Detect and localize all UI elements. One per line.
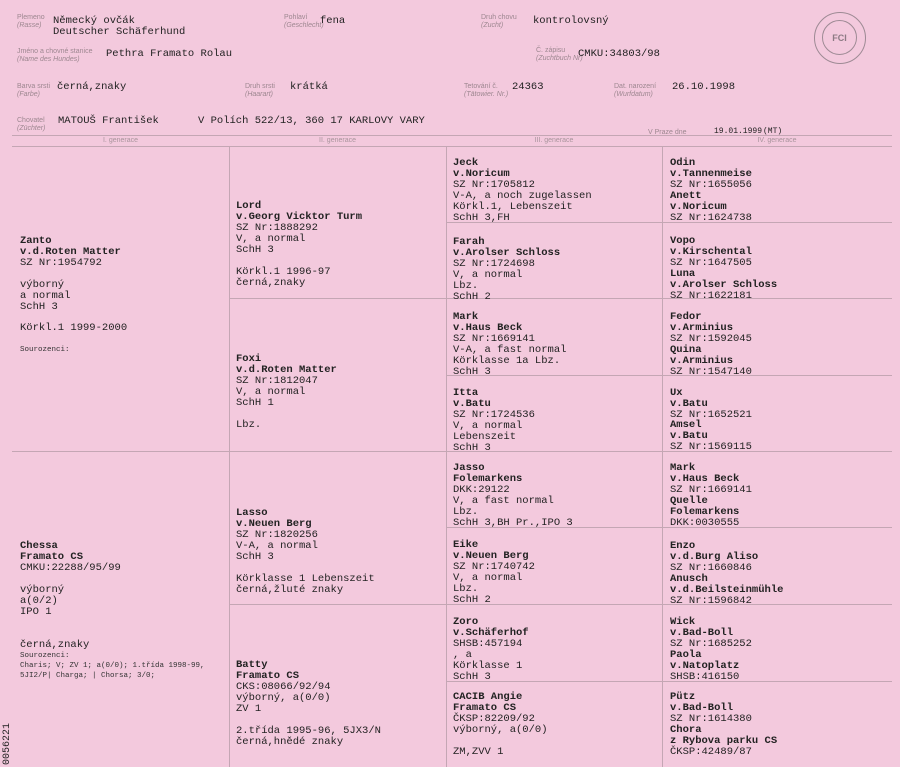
gen4-ancestor-line: v.Kirschental xyxy=(670,246,752,258)
gen2-ancestor-line: Lasso xyxy=(236,507,268,519)
gen4-ancestor-line: SZ Nr:1547140 xyxy=(670,366,752,378)
gen2-ancestor-line: Körkl.1 1996-97 xyxy=(236,266,331,278)
gen2-ancestor-line: v.Neuen Berg xyxy=(236,518,312,530)
gen4-ancestor-line: v.Batu xyxy=(670,430,708,442)
col-divider-3 xyxy=(662,146,663,767)
gen4-ancestor-line: z Rybova parku CS xyxy=(670,735,778,747)
gen2-ancestor-line: v.d.Roten Matter xyxy=(236,364,337,376)
sire-hd: a normal xyxy=(20,290,71,302)
gen3-ancestor-line: Mark xyxy=(453,311,479,323)
gen3-ancestor-line: v.Schäferhof xyxy=(453,627,529,639)
gen3-ancestor-line: Lbz. xyxy=(453,506,479,518)
dam-siblings-1: Charis; V; ZV 1; a(0/0); 1.třída 1998-99, xyxy=(20,662,205,670)
gen4-ancestor-line: SZ Nr:1596842 xyxy=(670,595,752,607)
sire-extra: Körkl.1 1999-2000 xyxy=(20,322,128,334)
gen2-ancestor-line: SchH 3 xyxy=(236,551,274,563)
gen4-ancestor-line: v.d.Beilsteinmühle xyxy=(670,584,784,596)
dam-work: IPO 1 xyxy=(20,606,52,618)
serial-number xyxy=(2,705,16,765)
gen4-ancestor-line: Mark xyxy=(670,462,696,474)
gen2-ancestor-line: Lord xyxy=(236,200,262,212)
gen3-ancestor-line: ČKSP:82209/92 xyxy=(453,713,535,725)
gen3-ancestor-line: SHSB:457194 xyxy=(453,638,523,650)
gen4-ancestor-line: v.Tannenmeise xyxy=(670,168,752,180)
gen4-ancestor-line: Folemarkens xyxy=(670,506,740,518)
gen2-ancestor-line: 2.třída 1995-96, 5JX3/N xyxy=(236,725,381,737)
gen3-ancestor-line: SchH 3,FH xyxy=(453,212,510,224)
gen3-ancestor-line: Lbz. xyxy=(453,583,479,595)
gen2-ancestor-line: černá,hnědé znaky xyxy=(236,736,344,748)
gen3-divider-2 xyxy=(446,375,892,376)
gen4-ancestor-line: SZ Nr:1655056 xyxy=(670,179,752,191)
gen3-ancestor-line: Körklasse 1 xyxy=(453,660,523,672)
gen4-ancestor-line: Anett xyxy=(670,190,702,202)
gen2-ancestor-line: Framato CS xyxy=(236,670,300,682)
gen3-ancestor-line: v.Arolser Schloss xyxy=(453,247,561,259)
dam-reg: CMKU:22288/95/99 xyxy=(20,562,121,574)
gen2-ancestor-line: V, a normal xyxy=(236,386,306,398)
breeder-label: Chovatel (Züchter) xyxy=(17,117,46,132)
gen4-ancestor-line: Ux xyxy=(670,387,683,399)
gen3-ancestor-line: SchH 3 xyxy=(453,366,491,378)
gen2-ancestor-line: CKS:08066/92/94 xyxy=(236,681,331,693)
gen3-ancestor-line: V-A, a noch zugelassen xyxy=(453,190,592,202)
gen3-ancestor-line: SZ Nr:1740742 xyxy=(453,561,535,573)
breed-label: Plemeno (Rasse) xyxy=(17,14,45,29)
gen3-ancestor-line: ZM,ZVV 1 xyxy=(453,746,504,758)
dam-siblings-label: Sourozenci: xyxy=(20,652,70,660)
gen-header-1: I. generace xyxy=(102,137,139,144)
gen3-ancestor-line: Eike xyxy=(453,539,479,551)
gen4-ancestor-line: SZ Nr:1622181 xyxy=(670,290,752,302)
gen4-ancestor-line: SHSB:416150 xyxy=(670,671,740,683)
sire-kennel: v.d.Roten Matter xyxy=(20,246,121,258)
color-label: Barva srsti (Farbe) xyxy=(17,83,51,98)
gen3-ancestor-line: V, a normal xyxy=(453,572,523,584)
gen4-ancestor-line: Luna xyxy=(670,268,696,280)
dam-name: Chessa xyxy=(20,540,58,552)
half-divider-line xyxy=(12,451,892,452)
gen4-ancestor-line: SZ Nr:1624738 xyxy=(670,212,752,224)
gen4-ancestor-line: SZ Nr:1647505 xyxy=(670,257,752,269)
gen3-ancestor-line: v.Noricum xyxy=(453,168,510,180)
gen4-ancestor-line: v.Arolser Schloss xyxy=(670,279,778,291)
breed-de: Deutscher Schäferhund xyxy=(53,26,186,38)
gen4-ancestor-line: SZ Nr:1592045 xyxy=(670,333,752,345)
gen2-ancestor-line: černá,znaky xyxy=(236,277,306,289)
dam-color: černá,znaky xyxy=(20,639,90,651)
gen3-ancestor-line: v.Batu xyxy=(453,398,491,410)
gen3-ancestor-line: SZ Nr:1724536 xyxy=(453,409,535,421)
gen4-ancestor-line: Paola xyxy=(670,649,702,661)
gen3-ancestor-line: Jasso xyxy=(453,462,485,474)
gen3-ancestor-line: v.Neuen Berg xyxy=(453,550,529,562)
gen2-ancestor-line: v.Georg Vicktor Turm xyxy=(236,211,363,223)
gen-header-3: III. generace xyxy=(534,137,574,144)
gen4-ancestor-line: Vopo xyxy=(670,235,696,247)
gen4-ancestor-line: v.Arminius xyxy=(670,355,734,367)
gen4-ancestor-line: v.Noricum xyxy=(670,201,727,213)
gen4-ancestor-line: Pütz xyxy=(670,691,696,703)
gen4-ancestor-line: v.Batu xyxy=(670,398,708,410)
reg-number: CMKU:34803/98 xyxy=(578,48,660,60)
gen4-ancestor-line: Quelle xyxy=(670,495,708,507)
gen3-ancestor-line: V, a fast normal xyxy=(453,495,554,507)
gen2-ancestor-line: Körklasse 1 Lebenszeit xyxy=(236,573,375,585)
gen4-ancestor-line: Anusch xyxy=(670,573,708,585)
gen2-ancestor-line: SchH 3 xyxy=(236,244,274,256)
gen4-ancestor-line: SZ Nr:1652521 xyxy=(670,409,752,421)
fci-seal-text: FCI xyxy=(822,20,857,55)
gen2-ancestor-line: Lbz. xyxy=(236,419,262,431)
coat-label: Druh srsti (Haarart) xyxy=(245,83,275,98)
gen2-divider-1 xyxy=(229,298,892,299)
gen3-divider-4 xyxy=(446,681,892,682)
gen2-ancestor-line: V-A, a normal xyxy=(236,540,318,552)
gen3-ancestor-line: SZ Nr:1724698 xyxy=(453,258,535,270)
gen3-ancestor-line: V, a normal xyxy=(453,269,523,281)
breeder-name: MATOUŠ František xyxy=(58,115,159,127)
issued-label: V Praze dne xyxy=(648,129,687,136)
color-value: černá,znaky xyxy=(57,81,127,93)
gen4-ancestor-line: v.Bad-Boll xyxy=(670,627,734,639)
gen3-ancestor-line: SchH 3 xyxy=(453,442,491,454)
gen4-ancestor-line: Enzo xyxy=(670,540,696,552)
tattoo-label: Tetování č. (Tätowier. Nr.) xyxy=(464,83,509,98)
gen4-ancestor-line: Amsel xyxy=(670,419,702,431)
reg-label: Č. zápisu (Zuchtbuch Nr) xyxy=(536,47,583,62)
sire-name: Zanto xyxy=(20,235,52,247)
gen3-ancestor-line: Lebenszeit xyxy=(453,431,517,443)
gen4-ancestor-line: SZ Nr:1614380 xyxy=(670,713,752,725)
gen3-ancestor-line: V-A, a fast normal xyxy=(453,344,567,356)
gen3-ancestor-line: výborný, a(0/0) xyxy=(453,724,548,736)
sire-reg: SZ Nr:1954792 xyxy=(20,257,102,269)
breed-type-value: kontrolovsný xyxy=(533,15,609,27)
gen2-ancestor-line: SZ Nr:1888292 xyxy=(236,222,318,234)
gen3-ancestor-line: Körkl.1, Lebenszeit xyxy=(453,201,573,213)
name-label: Jméno a chovné stanice (Name des Hundes) xyxy=(17,48,93,63)
gen2-ancestor-line: černá,žluté znaky xyxy=(236,584,344,596)
gen3-ancestor-line: SZ Nr:1705812 xyxy=(453,179,535,191)
dog-name: Pethra Framato Rolau xyxy=(106,48,233,60)
gen2-divider-2 xyxy=(229,604,892,605)
gen3-ancestor-line: Itta xyxy=(453,387,479,399)
gen4-ancestor-line: Quina xyxy=(670,344,702,356)
gen3-ancestor-line: SZ Nr:1669141 xyxy=(453,333,535,345)
gen4-ancestor-line: v.d.Burg Aliso xyxy=(670,551,759,563)
breed-cs: Německý ovčák xyxy=(53,15,135,27)
gen4-ancestor-line: v.Bad-Boll xyxy=(670,702,734,714)
gen3-ancestor-line: SchH 2 xyxy=(453,594,491,606)
gen3-ancestor-line: Folemarkens xyxy=(453,473,523,485)
gen3-ancestor-line: Zoro xyxy=(453,616,479,628)
gen4-ancestor-line: SZ Nr:1669141 xyxy=(670,484,752,496)
gen3-divider-1 xyxy=(446,222,892,223)
gen3-ancestor-line: SchH 3,BH Pr.,IPO 3 xyxy=(453,517,573,529)
col-divider-1 xyxy=(229,146,230,767)
gen2-ancestor-line: SZ Nr:1812047 xyxy=(236,375,318,387)
dam-eval: výborný xyxy=(20,584,65,596)
gen3-ancestor-line: Farah xyxy=(453,236,485,248)
gen2-ancestor-line: SZ Nr:1820256 xyxy=(236,529,318,541)
gen3-ancestor-line: DKK:29122 xyxy=(453,484,510,496)
issued-date: 19.01.1999 xyxy=(714,127,763,136)
sire-work: SchH 3 xyxy=(20,301,58,313)
gen-header-4: IV. generace xyxy=(757,137,797,144)
gen3-ancestor-line: SchH 2 xyxy=(453,291,491,303)
dam-siblings-2: 5JI2/P| Charga; | Chorsa; 3/0; xyxy=(20,672,156,680)
dob-label: Dat. narození (Wurfdatum) xyxy=(614,83,657,98)
gen4-ancestor-line: v.Haus Beck xyxy=(670,473,740,485)
issued-code: (MT) xyxy=(763,127,783,136)
tattoo-value: 24363 xyxy=(512,81,544,93)
gen4-ancestor-line: SZ Nr:1660846 xyxy=(670,562,752,574)
gen4-ancestor-line: Chora xyxy=(670,724,702,736)
sex-label: Pohlaví (Geschlecht) xyxy=(284,14,324,29)
gen4-ancestor-line: SZ Nr:1685252 xyxy=(670,638,752,650)
serial-number-text: 0056221 xyxy=(2,722,13,765)
gen4-ancestor-line: DKK:0030555 xyxy=(670,517,740,529)
gen2-ancestor-line: SchH 1 xyxy=(236,397,274,409)
sire-eval: výborný xyxy=(20,279,65,291)
dam-kennel: Framato CS xyxy=(20,551,84,563)
col-divider-2 xyxy=(446,146,447,767)
sire-siblings-label: Sourozenci: xyxy=(20,346,70,354)
gen2-ancestor-line: Foxi xyxy=(236,353,262,365)
gen-header-line xyxy=(12,146,892,147)
gen3-ancestor-line: SchH 3 xyxy=(453,671,491,683)
gen-header-2: II. generace xyxy=(319,137,356,144)
gen4-ancestor-line: Fedor xyxy=(670,311,702,323)
gen4-ancestor-line: ČKSP:42489/87 xyxy=(670,746,752,758)
gen3-ancestor-line: Körklasse 1a Lbz. xyxy=(453,355,561,367)
gen3-ancestor-line: V, a normal xyxy=(453,420,523,432)
breed-type-label: Druh chovu (Zucht) xyxy=(481,14,517,29)
gen3-ancestor-line: v.Haus Beck xyxy=(453,322,523,334)
gen4-ancestor-line: v.Arminius xyxy=(670,322,734,334)
gen4-ancestor-line: Odin xyxy=(670,157,696,169)
gen2-ancestor-line: V, a normal xyxy=(236,233,306,245)
gen2-ancestor-line: výborný, a(0/0) xyxy=(236,692,331,704)
gen3-ancestor-line: Lbz. xyxy=(453,280,479,292)
gen3-ancestor-line: , a xyxy=(453,649,472,661)
breeder-address: V Polích 522/13, 360 17 KARLOVY VARY xyxy=(198,115,425,127)
gen3-ancestor-line: Jeck xyxy=(453,157,479,169)
gen4-ancestor-line: Wick xyxy=(670,616,696,628)
gen2-ancestor-line: Batty xyxy=(236,659,268,671)
gen4-ancestor-line: SZ Nr:1569115 xyxy=(670,441,752,453)
table-top-line xyxy=(12,135,892,136)
gen4-ancestor-line: v.Natoplatz xyxy=(670,660,740,672)
gen2-ancestor-line: ZV 1 xyxy=(236,703,262,715)
coat-value: krátká xyxy=(290,81,328,93)
dob-value: 26.10.1998 xyxy=(672,81,736,93)
gen3-ancestor-line: Framato CS xyxy=(453,702,517,714)
gen3-ancestor-line: CACIB Angie xyxy=(453,691,523,703)
fci-seal xyxy=(814,12,866,64)
sex-value: fena xyxy=(320,15,346,27)
dam-hd: a(0/2) xyxy=(20,595,58,607)
